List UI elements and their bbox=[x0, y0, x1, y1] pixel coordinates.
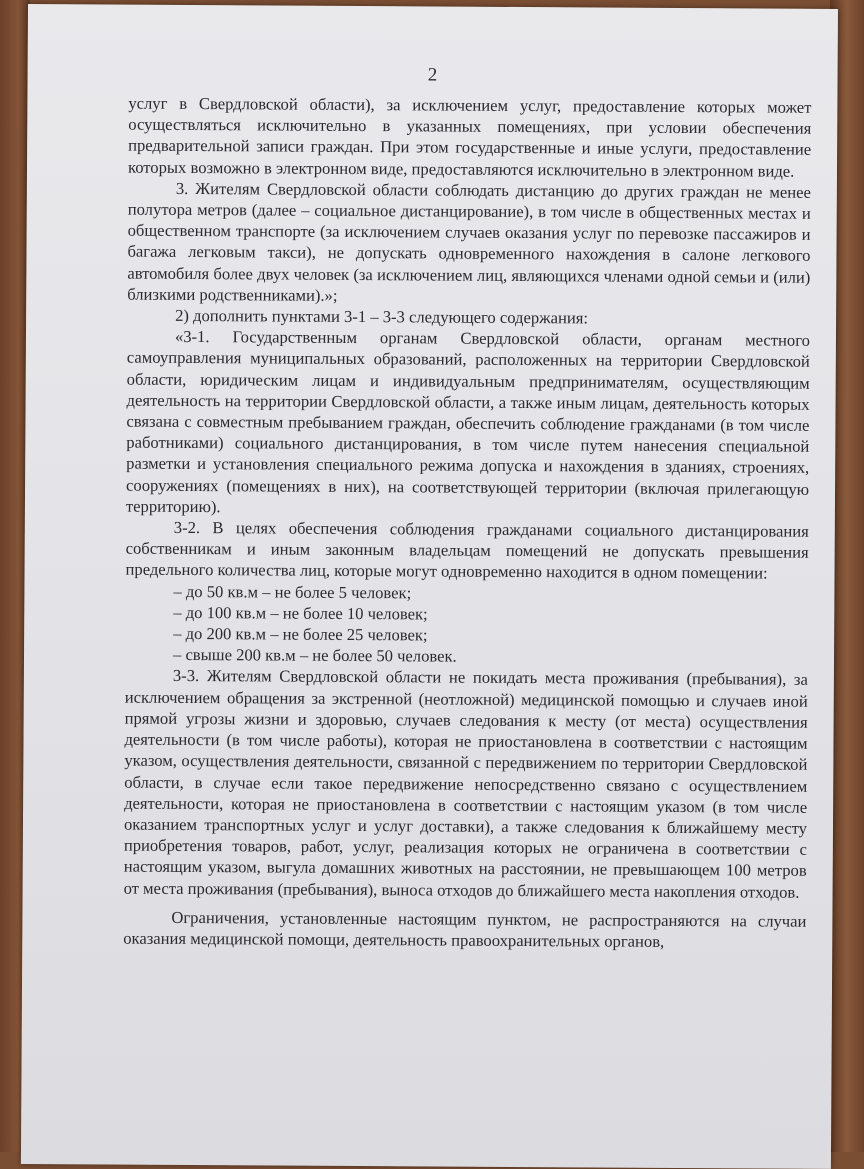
paragraph-item-3-3: 3-3. Жителям Свердловской области не покидать места проживания (пребывания), за исключением обращения за экстренной (неотложной) медицинской помощью и случаев иной прямой угрозы жизни и здоровью, случаев следования к месту (от места) осуществления деятельности (в том числе работы), которая не приостановлена в соответствии с настоящим указом, осуществления деятельности, связанной с передвижением по территории Свердловской области, в случае если такое передвижение непосредственно связано с осуществлением деятельности, которая не приостановлена в соответствии с настоящим указом (в том числе оказанием транспортных услуг и услуг доставки), а также следования к ближайшему месту приобретения товаров, работ, услуг, реализация которых не ограничена в соответствии с настоящим указом, выгула домашних животных на расстоянии, не превышающем 100 метров от места проживания (пребывания), выноса отходов до ближайшего места накопления отходов. bbox=[123, 666, 808, 902]
paragraph-restrictions: Ограничения, установленные настоящим пунктом, не распространяются на случаи оказания медицинской помощи, деятельность правоохранительных органов, bbox=[123, 907, 807, 951]
paragraph-item-3: 3. Жителям Свердловской области соблюдать дистанцию до других граждан не менее полутора метров (далее – социальное дистанцирование), в том числе в общественных местах и общественном транспорте (за исключением случаев оказания услуг по перевозке пассажиров и багажа легковым такси), не допускать одновременного нахождения в салоне легкового автомобиля более двух человек (за исключением лиц, являющихся членами одной семьи и (или) близкими родственниками).»; bbox=[127, 178, 811, 305]
list-item: – до 200 кв.м – не более 25 человек; bbox=[173, 623, 428, 645]
paragraph-item-3-2: 3-2. В целях обеспечения соблюдения гражданами социального дистанцирования собственникам и иным законным владельцам помещений не допускать превышения предельного количества лиц, которые могут одновременно находится в одном помещении: bbox=[125, 517, 809, 583]
page-number: 2 bbox=[427, 64, 438, 86]
list-item: – до 50 кв.м – не более 5 человек; bbox=[173, 581, 412, 603]
document-body bbox=[123, 93, 811, 953]
paragraph-services: услуг в Свердловской области), за исключением услуг, предоставление которых может осуществляться исключительно в указанных помещениях, при условии обеспечения предварительной записи граждан. При этом государственные и иные услуги, предоставление которых возможно в электронном виде, предоставляются исключительно в электронном виде. bbox=[127, 93, 812, 181]
list-item: – до 100 кв.м – не более 10 человек; bbox=[173, 602, 428, 624]
document-page bbox=[21, 4, 838, 1169]
list-item: – свыше 200 кв.м – не более 50 человек. bbox=[172, 645, 457, 666]
paragraph-item-3-1: «3-1. Государственным органам Свердловской области, органам местного самоуправления муниципальных образований, расположенных на территории Свердловской области, юридическим лицам и индивидуальным предпринимателям, осуществляющим деятельность на территории Свердловской области, а также иным лицам, деятельность которых связана с совместным пребыванием граждан, обеспечить соблюдение гражданами (в том числе работниками) социального дистанцирования, в том числе путем нанесения специальной разметки и установления специального режима допуска и нахождения в зданиях, строениях, сооружениях (помещениях в них), на соответствующей территории (включая прилегающую территорию). bbox=[125, 327, 811, 517]
paragraph-amendment-2: 2) дополнить пунктами 3-1 – 3-3 следующего содержания: bbox=[175, 305, 589, 328]
